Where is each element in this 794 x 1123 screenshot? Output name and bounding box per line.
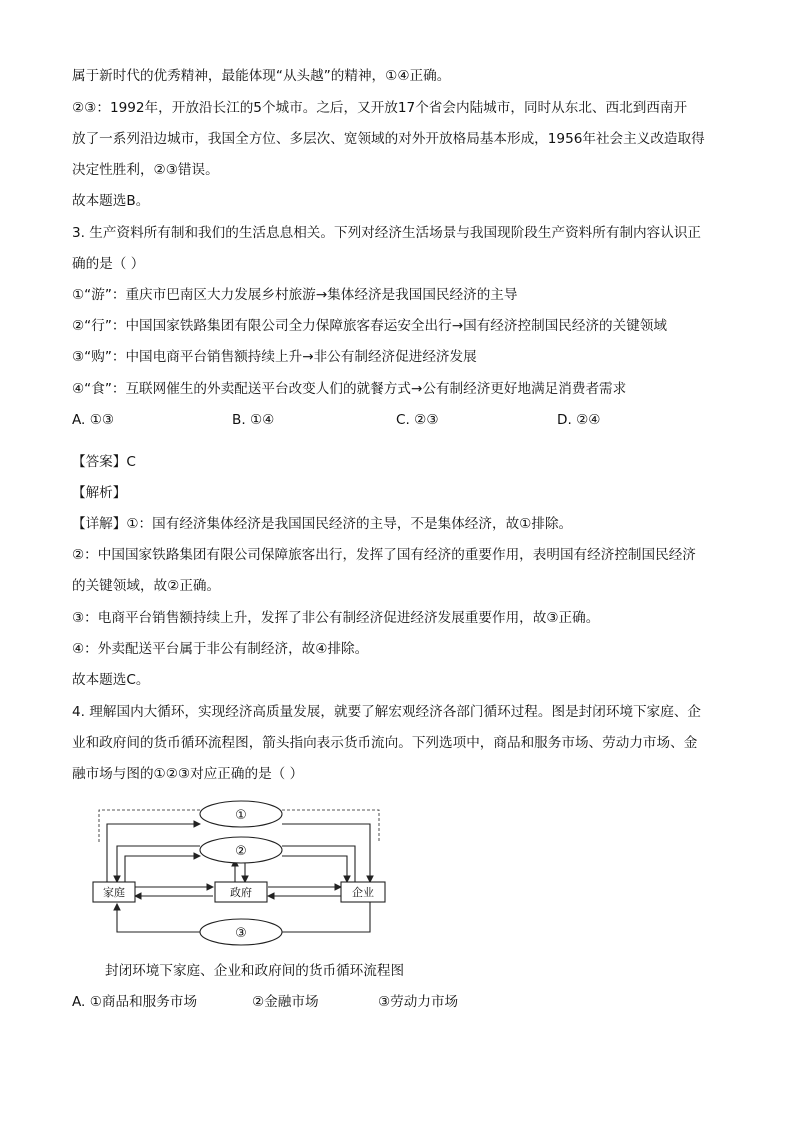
- analysis-line: 【详解】①：国有经济集体经济是我国国民经济的主导，不是集体经济，故①排除。: [72, 516, 573, 532]
- choice-c: C. ②③: [396, 412, 439, 428]
- flow-arrow: [117, 904, 200, 932]
- answer-line: [72, 452, 136, 472]
- question-3-option: ④“食”：互联网催生的外卖配送平台改变人们的就餐方式→公有制经济更好地满足消费者需求: [72, 381, 627, 397]
- text-line: 决定性胜利，②③错误。: [72, 162, 219, 178]
- flow-arrow: [125, 856, 200, 882]
- question-3-option: ③“购”：中国电商平台销售额持续上升→非公有制经济促进经济发展: [72, 349, 477, 365]
- flow-arrow: [117, 846, 200, 882]
- answer-value: C: [126, 454, 136, 470]
- question-4-stem: 融市场与图的①②③对应正确的是（ ）: [72, 766, 304, 782]
- q4-choice-a-3: ③劳动力市场: [378, 994, 459, 1010]
- choice-b: B. ①④: [232, 412, 275, 428]
- flow-arrow: [107, 824, 200, 882]
- question-3-option: ①“游”：重庆市巴南区大力发展乡村旅游→集体经济是我国国民经济的主导: [72, 287, 518, 303]
- analysis-label: 【解析】: [72, 485, 127, 501]
- oval-1-label: ①: [235, 808, 247, 823]
- question-4-stem: 业和政府间的货币循环流程图，箭头指向表示货币流向。下列选项中，商品和服务市场、劳动力市场、金: [72, 735, 698, 751]
- text-line: 故本题选B。: [72, 193, 150, 209]
- home-label: 家庭: [103, 886, 125, 899]
- text-line: 放了一系列沿边城市，我国全方位、多层次、宽领域的对外开放格局基本形成，1956年社会主义改造取得: [72, 131, 705, 147]
- gov-label: 政府: [230, 886, 252, 899]
- flow-arrow: [282, 846, 355, 882]
- question-3-option: ②“行”：中国国家铁路集团有限公司全力保障旅客春运安全出行→国有经济控制国民经济的关键领域: [72, 318, 668, 334]
- question-3-stem: 3. 生产资料所有制和我们的生活息息相关。下列对经济生活场景与我国现阶段生产资料所有制内容认识正: [72, 225, 702, 241]
- flow-arrow: [282, 902, 370, 932]
- diagram-caption: 封闭环境下家庭、企业和政府间的货币循环流程图: [105, 963, 405, 979]
- oval-3-label: ③: [235, 926, 247, 941]
- text-line: ②③：1992年，开放沿长江的5个城市。之后，又开放17个省会内陆城市，同时从东北、西北到西南开: [72, 100, 688, 116]
- answer-label: 【答案】: [72, 454, 127, 470]
- analysis-line: ④：外卖配送平台属于非公有制经济，故④排除。: [72, 641, 369, 657]
- analysis-line: 的关键领域，故②正确。: [72, 578, 221, 594]
- choice-d: D. ②④: [557, 412, 601, 428]
- q4-choice-a: A. ①商品和服务市场: [72, 994, 198, 1010]
- analysis-line: ②：中国国家铁路集团有限公司保障旅客出行，发挥了国有经济的重要作用，表明国有经济控制国民经济: [72, 547, 696, 563]
- question-3-stem: 确的是（ ）: [72, 256, 145, 272]
- oval-2-label: ②: [235, 844, 247, 859]
- money-circulation-diagram: [85, 790, 415, 960]
- analysis-line: 故本题选C。: [72, 672, 150, 688]
- text-line: 属于新时代的优秀精神，最能体现“从头越”的精神，①④正确。: [72, 68, 451, 84]
- analysis-line: ③：电商平台销售额持续上升，发挥了非公有制经济促进经济发展重要作用，故③正确。: [72, 610, 600, 626]
- flow-arrow: [282, 824, 370, 882]
- choice-a: A. ①③: [72, 412, 115, 428]
- flow-arrow: [282, 856, 347, 882]
- firm-label: 企业: [352, 886, 374, 899]
- question-4-stem: 4. 理解国内大循环，实现经济高质量发展，就要了解宏观经济各部门循环过程。图是封闭环境下家庭、企: [72, 704, 702, 720]
- q4-choice-a-2: ②金融市场: [252, 994, 319, 1010]
